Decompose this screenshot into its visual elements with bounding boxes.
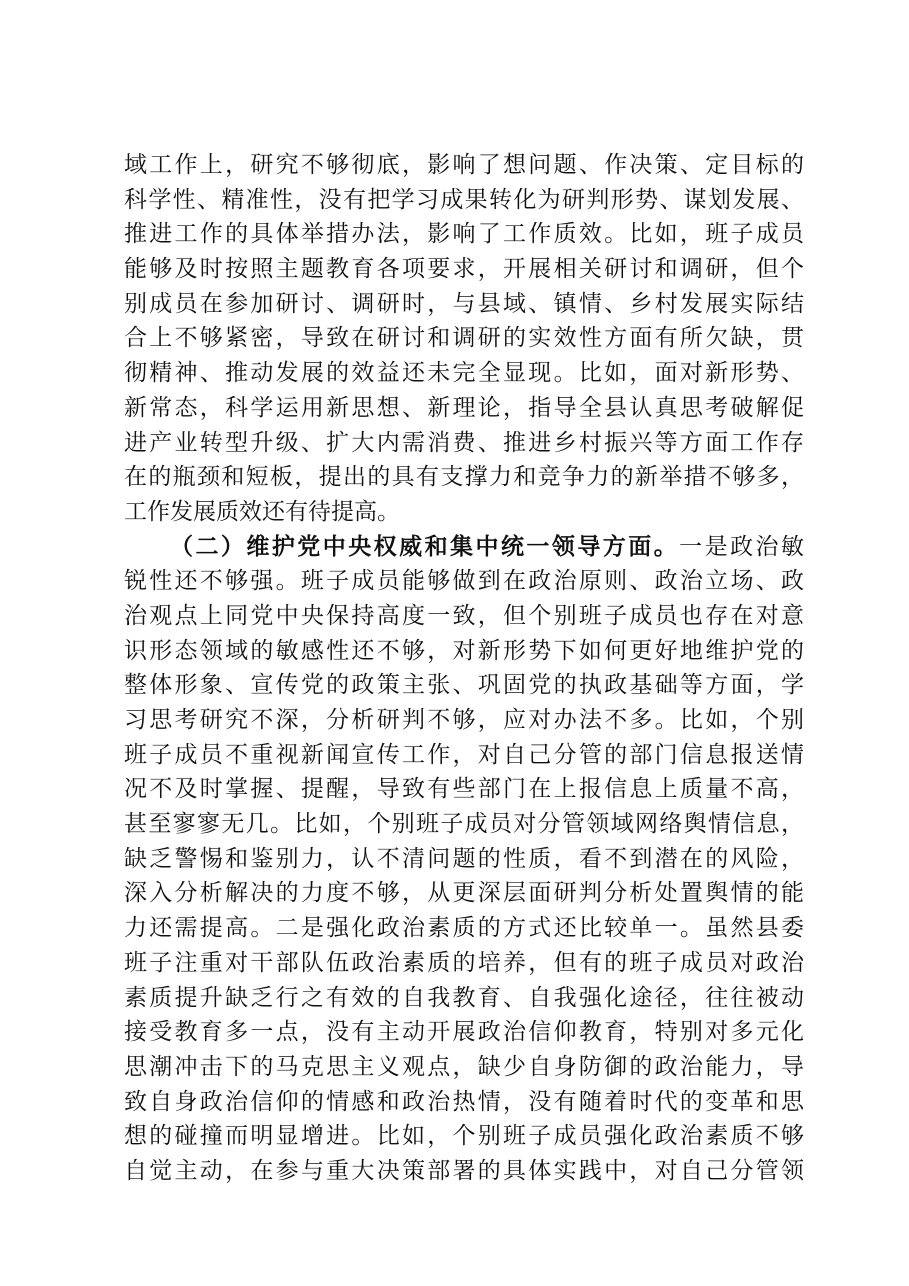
paragraph-2-line: 整体形象、宣传党的政策主张、巩固党的执政基础等方面，学 (124, 672, 804, 699)
paragraph-1-line: 别成员在参加研讨、调研时，与县域、镇情、乡村发展实际结 (124, 290, 804, 317)
section-heading: （二）维护党中央权威和集中统一领导方面。 (170, 532, 680, 560)
paragraph-1-line: 合上不够紧密，导致在研讨和调研的实效性方面有所欠缺，贯 (124, 325, 804, 352)
paragraph-2-line: 习思考研究不深，分析研判不够，应对办法不多。比如，个别 (124, 707, 804, 733)
paragraph-1-line: 推进工作的具体举措办法，影响了工作质效。比如，班子成员 (124, 221, 804, 248)
paragraph-2-line: 想的碰撞而明显增进。比如，个别班子成员强化政治素质不够 (124, 1123, 804, 1150)
paragraph-2-line: 缺乏警惕和鉴别力，认不清问题的性质，看不到潜在的风险， (124, 845, 804, 872)
paragraph-2-line: 致自身政治信仰的情感和政治热情，没有随着时代的变革和思 (124, 1088, 804, 1115)
paragraph-2-line: 思潮冲击下的马克思主义观点，缺少自身防御的政治能力，导 (124, 1053, 804, 1080)
document-body (124, 148, 804, 1189)
paragraph-1-line: 新常态，科学运用新思想、新理论，指导全县认真思考破解促 (124, 394, 804, 421)
paragraph-2-line: 接受教育多一点，没有主动开展政治信仰教育，特别对多元化 (124, 1019, 804, 1046)
paragraph-2-line: 深入分析解决的力度不够，从更深层面研判分析处置舆情的能 (124, 880, 804, 907)
paragraph-2-line: 锐性还不够强。班子成员能够做到在政治原则、政治立场、政 (124, 568, 804, 595)
paragraph-2-first-line-text: 一是政治敏 (679, 533, 805, 560)
paragraph-2-line: 班子成员不重视新闻宣传工作，对自己分管的部门信息报送情 (124, 741, 804, 768)
paragraph-2-line: 班子注重对干部队伍政治素质的培养，但有的班子成员对政治 (124, 949, 804, 976)
paragraph-2-line: 力还需提高。二是强化政治素质的方式还比较单一。虽然县委 (124, 915, 804, 942)
paragraph-1-line: 彻精神、推动发展的效益还未完全显现。比如，面对新形势、 (124, 360, 804, 387)
paragraph-2-line: 自觉主动，在参与重大决策部署的具体实践中，对自己分管领 (124, 1157, 804, 1184)
paragraph-1-line: 能够及时按照主题教育各项要求，开展相关研讨和调研，但个 (124, 256, 804, 283)
paragraph-1-line: 科学性、精准性，没有把学习成果转化为研判形势、谋划发展、 (124, 186, 804, 213)
paragraph-2-line: 治观点上同党中央保持高度一致，但个别班子成员也存在对意 (124, 602, 804, 629)
paragraph-2-line: 况不及时掌握、提醒，导致有些部门在上报信息上质量不高， (124, 776, 804, 803)
paragraph-1-line: 域工作上，研究不够彻底，影响了想问题、作决策、定目标的 (124, 152, 804, 178)
paragraph-1-line: 在的瓶颈和短板，提出的具有支撑力和竞争力的新举措不够多， (124, 464, 804, 491)
paragraph-2-line: 识形态领域的敏感性还不够，对新形势下如何更好地维护党的 (124, 637, 804, 664)
paragraph-2-line: 甚至寥寥无几。比如，个别班子成员对分管领域网络舆情信息， (124, 811, 804, 838)
paragraph-2-line: 素质提升缺乏行之有效的自我教育、自我强化途径，往往被动 (124, 984, 804, 1011)
paragraph-1-line: 工作发展质效还有待提高。 (124, 498, 400, 525)
paragraph-2-first-line (124, 530, 804, 565)
paragraph-1-line: 进产业转型升级、扩大内需消费、推进乡村振兴等方面工作存 (124, 429, 804, 456)
